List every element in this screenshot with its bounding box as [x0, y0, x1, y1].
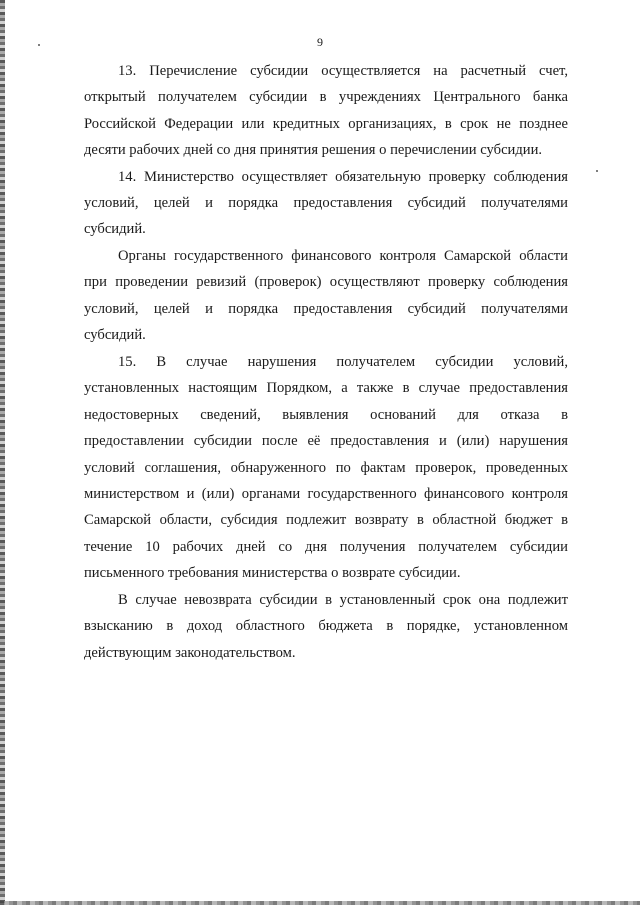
scan-left-edge	[0, 0, 5, 905]
paragraph-control-line-2: при проведении ревизий (проверок) осуществляют проверку соблюдения	[84, 274, 568, 290]
paragraph-15-line-8: течение 10 рабочих дней со дня получения получателем субсидии	[84, 539, 568, 555]
paragraph-control-line-3: условий, целей и порядка предоставления субсидий получателями	[84, 301, 568, 317]
paragraph-15-line-6: министерством и (или) органами государственного финансового контроля	[84, 486, 568, 502]
page-number: 9	[317, 35, 323, 49]
paragraph-15-line-1: 15. В случае нарушения получателем субсидии условий,	[118, 354, 568, 370]
paragraph-15-line-9: письменного требования министерства о возврате субсидии.	[84, 565, 461, 581]
paragraph-14-line-2: условий, целей и порядка предоставления субсидий получателями	[84, 195, 568, 211]
paragraph-13-line-4: десяти рабочих дней со дня принятия решения о перечислении субсидии.	[84, 142, 543, 158]
paragraph-15-line-5: условий соглашения, обнаруженного по фактам проверок, проведенных	[84, 460, 568, 476]
paragraph-15-line-2: установленных настоящим Порядком, а также в случае предоставления	[84, 380, 568, 396]
paragraph-15-line-7: Самарской области, субсидия подлежит возврату в областной бюджет в	[84, 512, 568, 528]
paragraph-control-line-1: Органы государственного финансового контроля Самарской области	[118, 248, 568, 264]
paragraph-recovery-line-2: взысканию в доход областного бюджета в порядке, установленном	[84, 618, 568, 634]
paragraph-recovery-line-1: В случае невозврата субсидии в установленный срок она подлежит	[118, 592, 568, 608]
paragraph-control-line-4: субсидий.	[84, 327, 146, 343]
scan-bottom-edge	[0, 901, 640, 905]
paragraph-13-line-1: 13. Перечисление субсидии осуществляется на расчетный счет,	[118, 63, 568, 79]
paragraph-13-line-3: Российской Федерации или кредитных организациях, в срок не позднее	[84, 116, 568, 132]
paragraph-recovery-line-3: действующим законодательством.	[84, 645, 296, 661]
paragraph-14-line-1: 14. Министерство осуществляет обязательную проверку соблюдения	[118, 169, 568, 185]
scan-speck	[596, 170, 598, 172]
paragraph-13-line-2: открытый получателем субсидии в учреждениях Центрального банка	[84, 89, 568, 105]
paragraph-15-line-4: предоставлении субсидии после её предоставления и (или) нарушения	[84, 433, 568, 449]
paragraph-14-line-3: субсидий.	[84, 221, 146, 237]
paragraph-15-line-3: недостоверных сведений, выявления оснований для отказа в	[84, 407, 568, 423]
